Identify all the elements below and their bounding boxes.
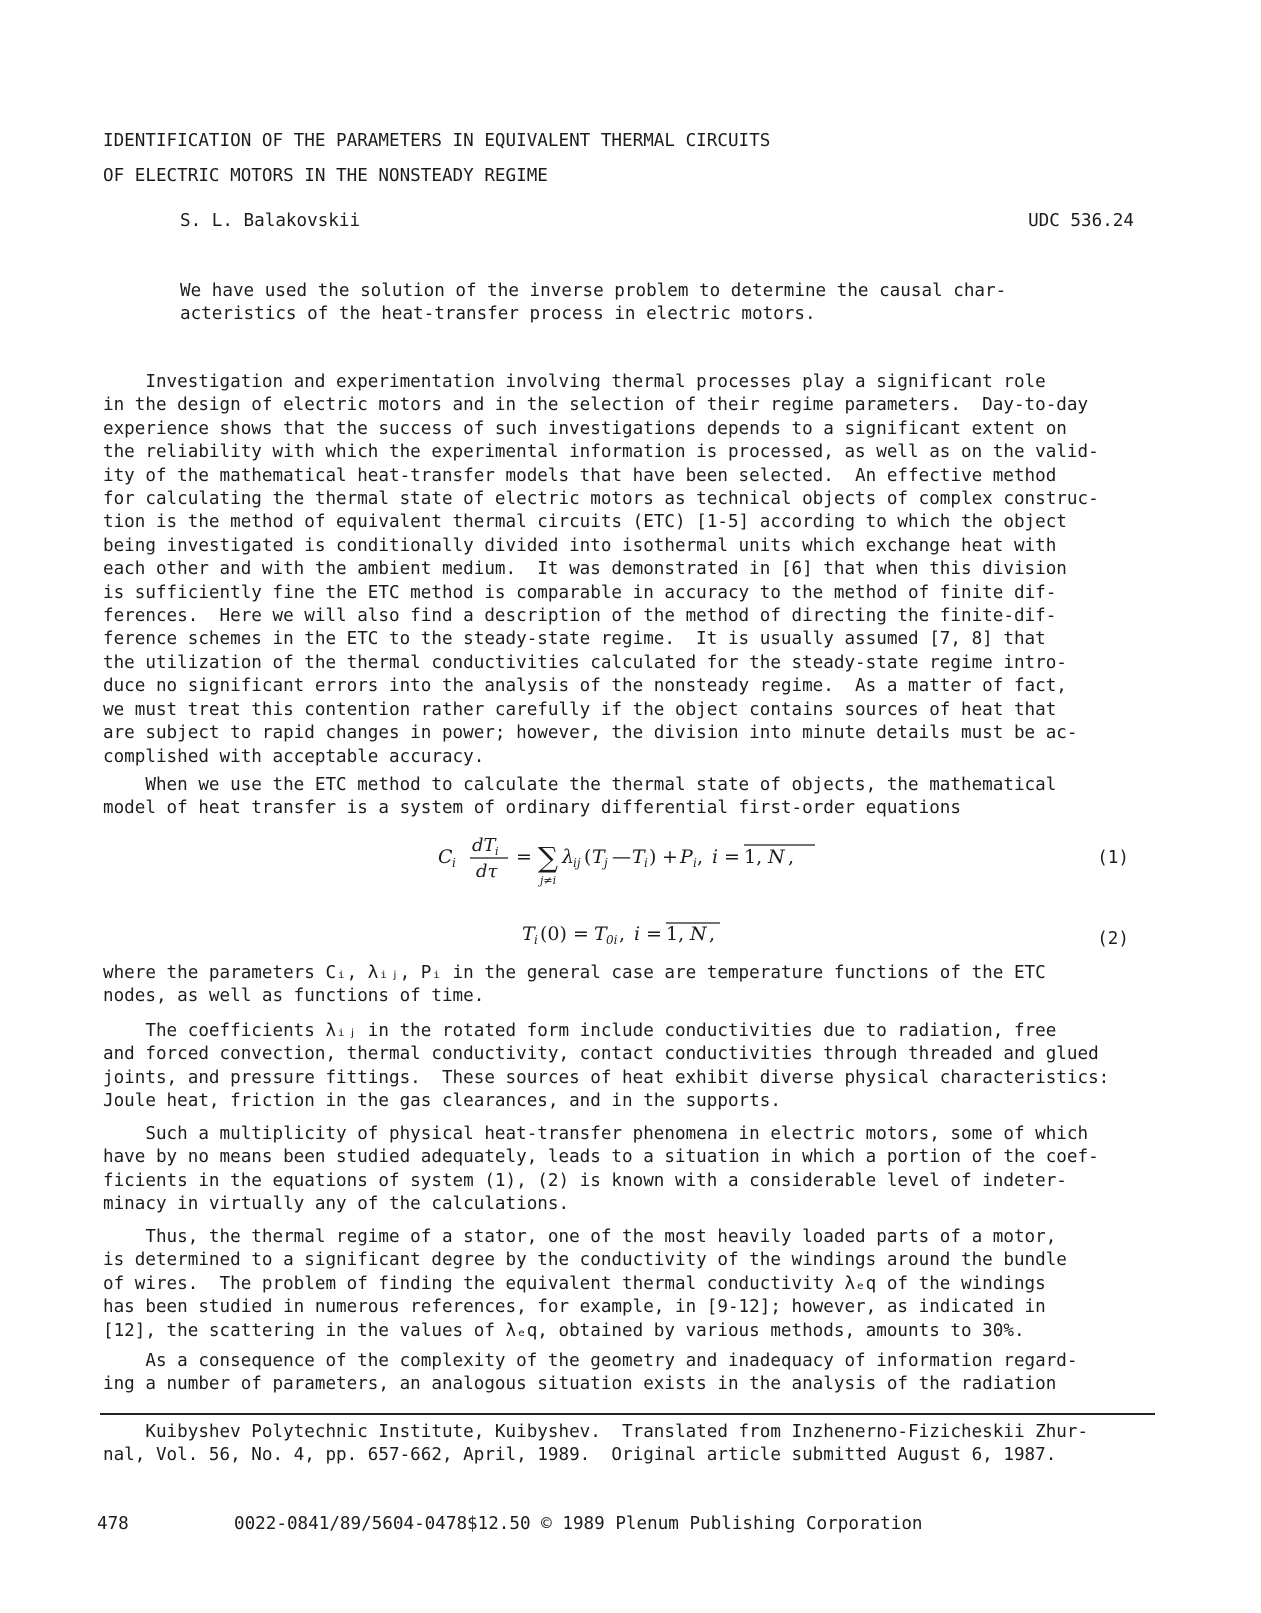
svg-text:i: i [634, 923, 641, 945]
svg-text:(: ( [584, 846, 592, 868]
svg-text:P: P [680, 846, 693, 868]
svg-text:,: , [709, 923, 716, 945]
article-title-line-1: IDENTIFICATION OF THE PARAMETERS IN EQUIVALENT THERMAL CIRCUITS [103, 131, 771, 151]
svg-text:T: T [592, 846, 605, 868]
body-paragraph-7: As a consequence of the complexity of the geometry and inadequacy of information regard- ing a number of parameters, an analogous situation exists in the analysis of the radiation [103, 1351, 1078, 1395]
equation-1 [432, 832, 832, 888]
svg-text:j≠i: j≠i [540, 874, 557, 887]
svg-text:=: = [516, 846, 532, 868]
svg-text:i: i [712, 846, 719, 868]
svg-text:N: N [768, 846, 785, 868]
svg-text:i: i [644, 856, 648, 870]
svg-text:C: C [438, 846, 453, 868]
svg-text:j: j [604, 856, 608, 870]
author-name: S. L. Balakovskii [180, 211, 361, 231]
copyright-line: 0022-0841/89/5604-0478$12.50 © 1989 Plenum Publishing Corporation [234, 1514, 923, 1534]
footnote: Kuibyshev Polytechnic Institute, Kuibyshev. Translated from Inzhenerno-Fizicheskii Zhur- nal, Vol. 56, No. 4, pp. 657-662, April, 1989. Original article submitted August 6, 1987. [103, 1422, 1089, 1466]
body-paragraph-5: Such a multiplicity of physical heat-transfer phenomena in electric motors, some of which have by no means been studied adequately, leads to a situation in which a portion of the coef- ficients in the equations of system (1), (2) is known with a considerable level of indeter- minacy in virtually any of the calculations. [103, 1124, 1099, 1215]
body-paragraph-2: When we use the ETC method to calculate the thermal state of objects, the mathematical model of heat transfer is a system of ordinary differential first-order equations [103, 775, 1057, 819]
svg-text:N: N [690, 923, 707, 945]
udc-code: UDC 536.24 [1028, 211, 1134, 231]
svg-text:1,: 1, [666, 923, 685, 945]
svg-text:i: i [693, 856, 697, 870]
page-number: 478 [97, 1514, 129, 1534]
equation-1-number: (1) [1097, 848, 1129, 868]
svg-text:(0) =: (0) = [540, 923, 589, 945]
svg-text:i: i [534, 933, 538, 947]
equation-2-number: (2) [1097, 929, 1129, 949]
svg-text:,: , [697, 846, 704, 868]
svg-text:T: T [632, 846, 645, 868]
svg-text:1,: 1, [744, 846, 763, 868]
footnote-divider [100, 1413, 1155, 1415]
body-paragraph-1: Investigation and experimentation involving thermal processes play a significant role in the design of electric motors and in the selection of their regime parameters. Day-to-day experience shows that the success of such investigations depends to a significant extent on the reliability with which the experimental information is processed, as well as on the valid- ity of the mathematical heat-transfer models that have been selected. An effective method for calculating the thermal state of electric motors as technical objects of complex construc- tion is the method of equivalent thermal circuits (ETC) [1-5] according to which the object being investigated is conditionally divided into isothermal units which exchange heat with each other and with the ambient medium. It was demonstrated in [6] that when this division is sufficiently fine the ETC method is comparable in accuracy to the method of finite dif- ferences. Here we will also find a description of the method of directing the finite-dif- ference schemes in the ETC to the steady-state regime. It is usually assumed [7, 8] that the utilization of the thermal conductivities calculated for the steady-state regime intro- duce no significant errors into the analysis of the nonsteady regime. As a matter of fact, we must treat this contention rather carefully if the object contains sources of heat that are subject to rapid changes in power; however, the division into minute details must be ac- complished with acceptable accuracy. [103, 372, 1099, 767]
svg-text:i: i [495, 845, 499, 858]
body-paragraph-6: Thus, the thermal regime of a stator, one of the most heavily loaded parts of a motor, is determined to a significant degree by the conductivity of the windings around the bundle of wires. The problem of finding the equivalent thermal conductivity λₑq of the windings has been studied in numerous references, for example, in [9-12]; however, as indicated in [12], the scattering in the values of λₑq, obtained by various methods, amounts to 30%. [103, 1227, 1067, 1341]
svg-text:=: = [646, 923, 662, 945]
svg-text:0i: 0i [606, 933, 618, 947]
svg-text:=: = [724, 846, 740, 868]
body-paragraph-3: where the parameters Cᵢ, λᵢⱼ, Pᵢ in the general case are temperature functions of the ETC nodes, as well as functions of time. [103, 963, 1046, 1007]
svg-text:λ: λ [562, 846, 575, 868]
svg-text:T: T [594, 923, 607, 945]
svg-text:dτ: dτ [476, 861, 498, 882]
svg-text:dT: dT [472, 835, 496, 856]
svg-text:+: + [662, 846, 678, 868]
svg-text:T: T [522, 923, 535, 945]
svg-text:): ) [649, 846, 657, 868]
body-paragraph-4: The coefficients λᵢⱼ in the rotated form include conductivities due to radiation, free and forced convection, thermal conductivity, contact conductivities through threaded and glued joints, and pressure fittings. These sources of heat exhibit diverse physical characteristics: Joule heat, friction in the gas clearances, and in the supports. [103, 1021, 1110, 1112]
svg-text:i: i [452, 856, 456, 870]
svg-text:,: , [619, 923, 626, 945]
svg-text:—: — [612, 846, 631, 868]
svg-text:ij: ij [573, 856, 581, 870]
equation-2 [520, 918, 740, 948]
abstract: We have used the solution of the inverse problem to determine the causal char- acteristics of the heat-transfer process in electric motors. [180, 281, 1007, 325]
svg-text:∑: ∑ [538, 841, 558, 874]
article-title-line-2: OF ELECTRIC MOTORS IN THE NONSTEADY REGIME [103, 166, 548, 186]
svg-text:,: , [788, 846, 795, 868]
